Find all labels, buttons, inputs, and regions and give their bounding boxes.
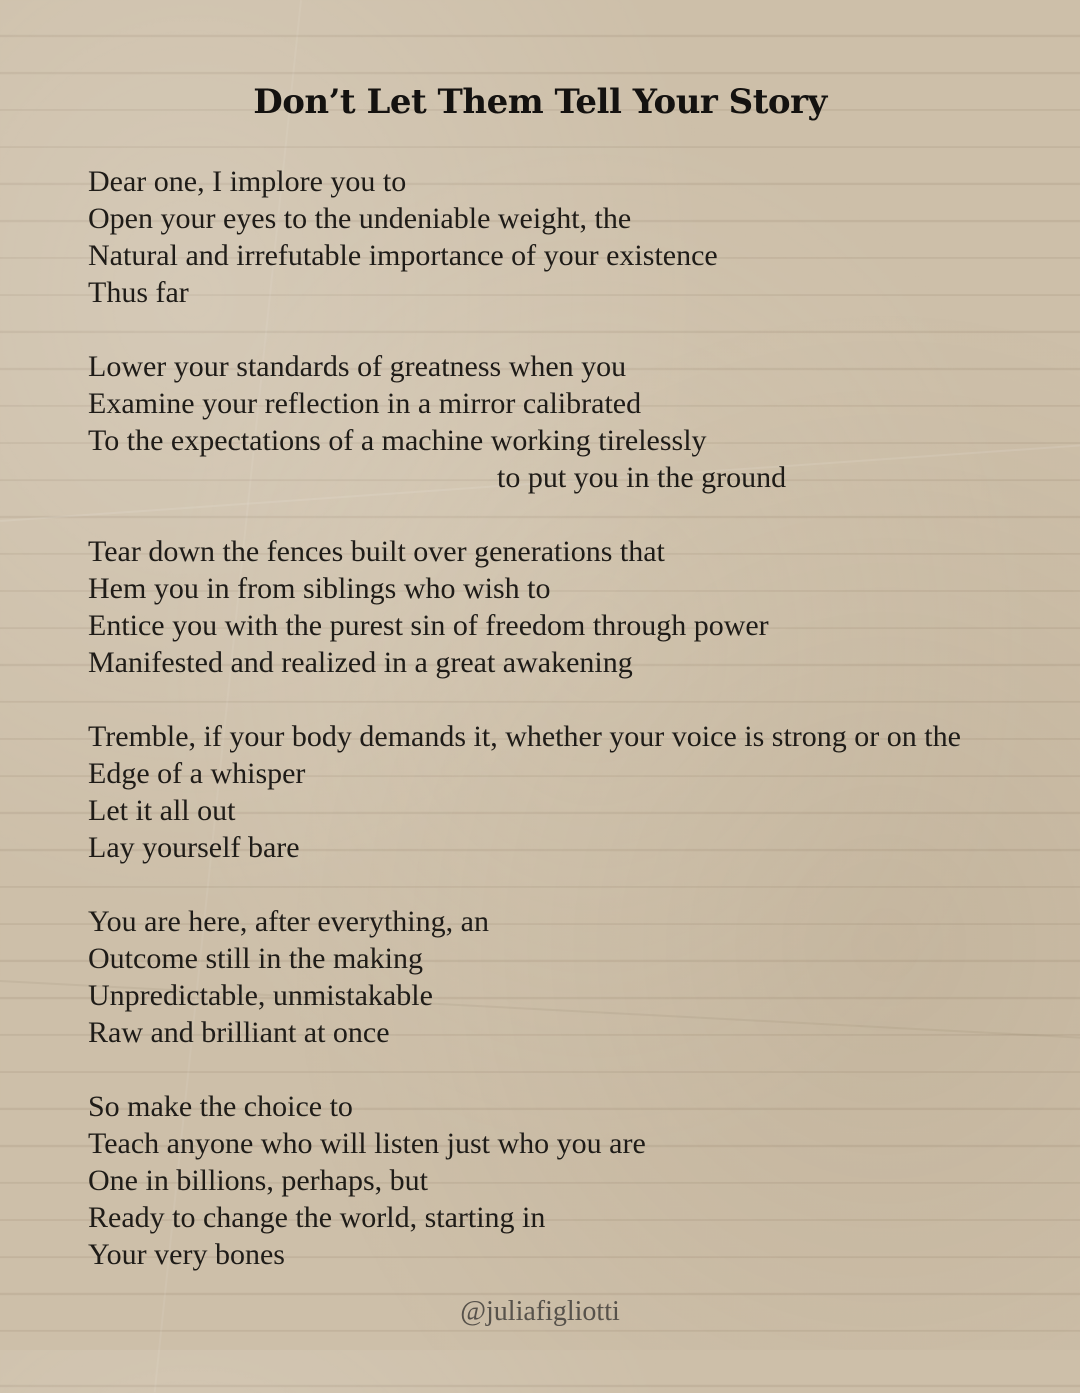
poem-line: Examine your reflection in a mirror calibrated (88, 387, 642, 420)
stanza-3 (88, 533, 1048, 681)
poem-line: Outcome still in the making (88, 942, 423, 975)
poem-line: Tremble, if your body demands it, whether your voice is strong or on the (88, 720, 961, 753)
poem-line: So make the choice to (88, 1090, 353, 1123)
poem-line: Let it all out (88, 794, 236, 827)
author-handle: @juliafigliotti (460, 1296, 620, 1327)
poem-line: Manifested and realized in a great awakening (88, 646, 633, 679)
poem-line: Entice you with the purest sin of freedom through power (88, 609, 769, 642)
poem-line: Lower your standards of greatness when you (88, 350, 627, 383)
poem-line: To the expectations of a machine working tirelessly (88, 424, 707, 457)
stanza-4 (88, 718, 1048, 866)
poem-line: Teach anyone who will listen just who you are (88, 1127, 646, 1160)
poem-line: Raw and brilliant at once (88, 1016, 390, 1049)
stanza-5 (88, 903, 1048, 1051)
poem-line: Unpredictable, unmistakable (88, 979, 433, 1012)
poem-line: Hem you in from siblings who wish to (88, 572, 551, 605)
poem-line: One in billions, perhaps, but (88, 1164, 428, 1197)
poem-body (88, 163, 1048, 1310)
poem-line: Natural and irrefutable importance of your existence (88, 239, 718, 272)
stanza-6 (88, 1088, 1048, 1273)
poem-line: Edge of a whisper (88, 757, 306, 790)
poem-title: Don’t Let Them Tell Your Story (253, 82, 827, 122)
poem-line: Your very bones (88, 1238, 285, 1271)
poem-line: Thus far (88, 276, 189, 309)
poem-line: Ready to change the world, starting in (88, 1201, 546, 1234)
stanza-1 (88, 163, 1048, 311)
poem-line-indented: to put you in the ground (497, 461, 787, 494)
poem-line: Tear down the fences built over generations that (88, 535, 665, 568)
poem-line: You are here, after everything, an (88, 905, 489, 938)
poem-line: Lay yourself bare (88, 831, 300, 864)
poem-line: Dear one, I implore you to (88, 165, 407, 198)
stanza-2 (88, 348, 1048, 496)
poem-line: Open your eyes to the undeniable weight, the (88, 202, 632, 235)
